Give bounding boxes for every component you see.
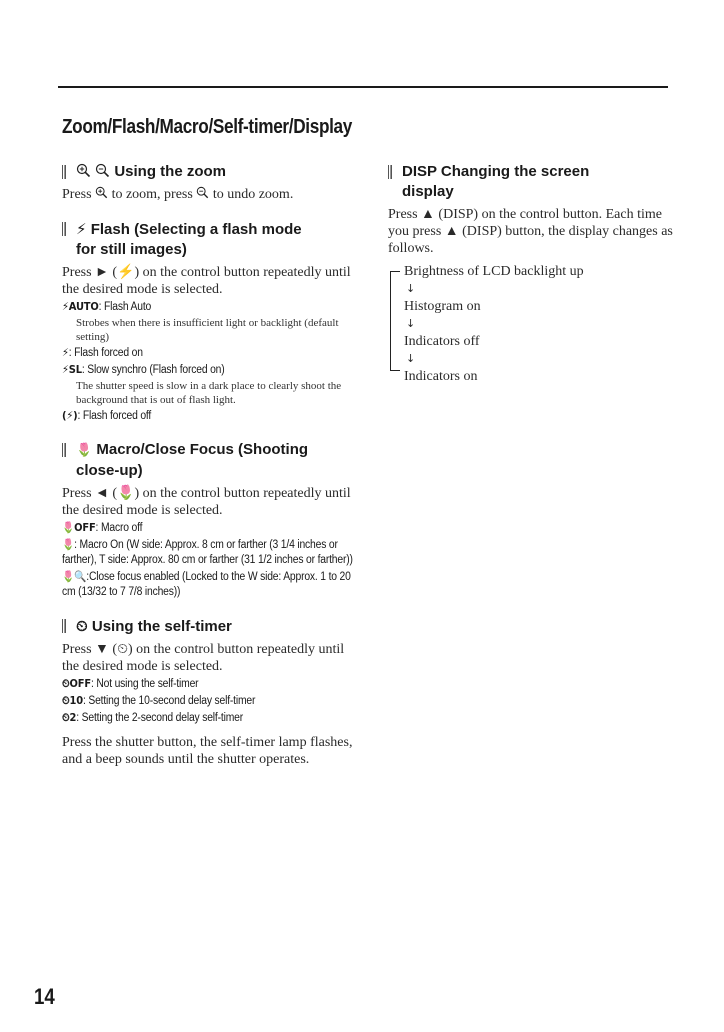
selftimer-heading-text: Using the self-timer — [91, 618, 232, 635]
flow-loop-line — [390, 271, 391, 370]
page-number: 14 — [34, 984, 55, 1009]
macro-on-icon: 🌷 — [62, 538, 75, 551]
macro-heading-line1: Macro/Close Focus (Shooting — [96, 441, 309, 458]
flow-item: Histogram on — [404, 299, 481, 314]
close-focus-icon: 🌷🔍 — [62, 570, 87, 583]
zoom-in-icon — [76, 163, 91, 178]
flash-on-icon: ⚡ — [62, 346, 69, 359]
selftimer-footer: Press the shutter button, the self-timer lamp flashes, and a beep sounds until the shutter operates. — [62, 735, 353, 767]
zoom-body-part1: Press — [62, 187, 92, 202]
section-bar — [62, 165, 66, 179]
self-timer-icon: ⏲ — [76, 617, 88, 635]
flash-option-label: : Flash forced off — [77, 410, 152, 422]
macro-off-icon: 🌷OFF — [62, 521, 96, 534]
macro-section — [62, 440, 362, 600]
selftimer-body: Press ▼ (⏲) on the control button repeatedly until the desired mode is selected. — [62, 642, 345, 674]
flash-option-label: : Flash Auto — [98, 301, 152, 313]
flash-body: Press ► (⚡) on the control button repeatedly until the desired mode is selected. — [62, 265, 351, 297]
zoom-out-icon — [95, 163, 110, 178]
selftimer-option — [62, 693, 362, 709]
self-timer-10-icon: ⏲10 — [62, 694, 83, 707]
flash-option-label: : Flash forced on — [68, 347, 143, 359]
flash-option-label: : Slow synchro (Flash forced on) — [81, 364, 225, 376]
section-bar — [388, 165, 392, 179]
left-column — [62, 162, 362, 784]
display-flow — [388, 263, 673, 385]
right-column — [388, 162, 673, 401]
section-bar — [62, 619, 66, 633]
down-arrow-icon: ↓ — [406, 317, 416, 330]
flash-section — [62, 219, 362, 424]
macro-option — [62, 569, 362, 600]
flash-off-icon: (⚡) — [62, 409, 78, 422]
selftimer-option — [62, 710, 362, 726]
flash-slow-sync-icon: ⚡SL — [62, 363, 82, 376]
macro-option — [62, 537, 362, 568]
disp-heading — [388, 162, 673, 202]
zoom-out-icon — [196, 186, 209, 199]
disp-body: Press ▲ (DISP) on the control button. Each time you press ▲ (DISP) button, the display changes as follows. — [388, 207, 673, 256]
zoom-body-part2: to zoom, press — [111, 187, 193, 202]
macro-heading-line2: close-up) — [76, 462, 143, 479]
zoom-body — [62, 186, 362, 203]
zoom-heading-text: Using the zoom — [114, 163, 227, 180]
down-arrow-icon: ↓ — [406, 282, 416, 295]
section-bar — [62, 222, 66, 236]
flow-loop-top — [390, 271, 400, 272]
macro-option-label: : Macro On (W side: Approx. 8 cm or farther (3 1/4 inches or farther), T side: Approx. 80 cm or farther (31 1/2 inches or farther)) — [62, 539, 353, 566]
flash-heading-line1: Flash (Selecting a flash mode — [90, 221, 302, 238]
flow-item: Indicators on — [404, 369, 478, 384]
self-timer-off-icon: ⏲OFF — [62, 677, 91, 690]
section-bar — [62, 443, 66, 457]
flash-auto-icon: ⚡AUTO — [62, 300, 99, 313]
flash-option — [62, 299, 362, 315]
disp-heading-line2: display — [402, 183, 454, 200]
disp-heading-line1: DISP Changing the screen — [402, 163, 590, 180]
selftimer-section — [62, 616, 362, 768]
flow-item: Indicators off — [404, 334, 480, 349]
flash-option — [62, 408, 362, 424]
selftimer-option — [62, 676, 362, 692]
flash-heading-line2: for still images) — [76, 241, 187, 258]
selftimer-option-label: : Setting the 2-second delay self-timer — [76, 712, 243, 724]
zoom-body-part3: to undo zoom. — [212, 187, 294, 202]
self-timer-2-icon: ⏲2 — [62, 711, 77, 724]
flash-option — [62, 345, 362, 361]
flash-option-note: The shutter speed is slow in a dark place to clearly shoot the background that is out of flash light. — [76, 380, 342, 406]
macro-option — [62, 520, 362, 536]
zoom-in-icon — [95, 186, 108, 199]
macro-option-label: : Macro off — [95, 522, 143, 534]
macro-option-label: :Close focus enabled (Locked to the W side: Approx. 1 to 20 cm (13/32 to 7 7/8 inches)) — [62, 571, 351, 598]
flow-loop-bottom — [390, 370, 400, 371]
down-arrow-icon: ↓ — [406, 352, 416, 365]
macro-body: Press ◄ (🌷) on the control button repeatedly until the desired mode is selected. — [62, 486, 351, 518]
flash-option-note: Strobes when there is insufficient light or backlight (default setting) — [76, 317, 339, 343]
flash-icon: ⚡ — [76, 220, 87, 238]
selftimer-option-label: : Not using the self-timer — [90, 678, 199, 690]
page-title: Zoom/Flash/Macro/Self-timer/Display — [62, 116, 352, 138]
flash-option — [62, 362, 362, 378]
selftimer-heading — [62, 616, 362, 637]
zoom-section — [62, 162, 362, 203]
disp-section — [388, 162, 673, 385]
flash-heading — [62, 219, 362, 260]
header-rule — [58, 86, 668, 88]
zoom-heading — [62, 162, 362, 182]
macro-icon: 🌷 — [76, 443, 93, 458]
selftimer-option-label: : Setting the 10-second delay self-timer — [82, 695, 256, 707]
flow-item: Brightness of LCD backlight up — [404, 264, 584, 279]
macro-heading — [62, 440, 362, 481]
